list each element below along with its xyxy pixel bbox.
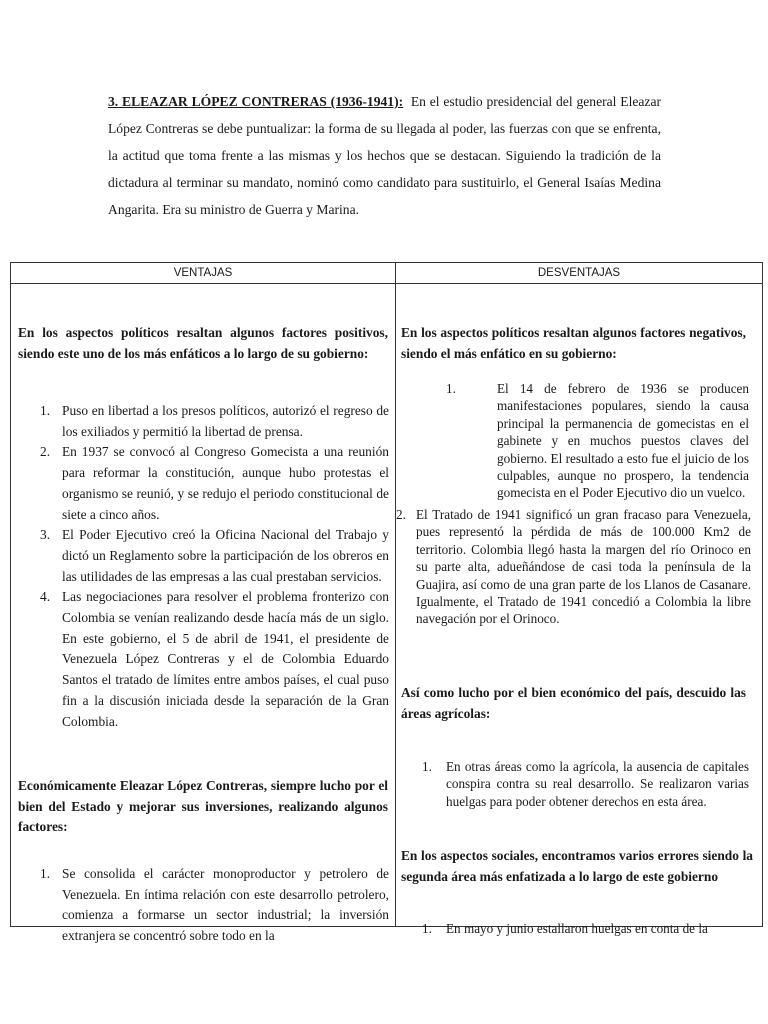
ventajas-list-politicos	[40, 401, 389, 732]
list-text: El 14 de febrero de 1936 se producen manifestaciones populares, siendo la causa principal la permanencia de gomecistas en el gabinete y en muchos puestos claves del gobierno. El resultado a esto fue el juicio de los culpables, aunque no prospero, la tendencia gomecista en el Poder Ejecutivo dio un vuelco.	[497, 381, 749, 501]
ventajas-cell	[11, 284, 396, 944]
list-number: 2.	[40, 444, 51, 460]
desventajas-heading-economicos: Así como lucho por el bien económico del país, descuido las áreas agrícolas:	[401, 685, 746, 721]
list-item	[40, 442, 389, 525]
list-item	[40, 401, 389, 442]
list-number: 1.	[40, 866, 51, 881]
list-text: En mayo y junio estallaron huelgas en conta de la	[446, 921, 708, 936]
ventajas-heading-politicos: En los aspectos políticos resaltan algunos factores positivos, siendo este uno de los más enfáticos a lo largo de su gobierno:	[18, 325, 388, 361]
comparison-table	[10, 262, 763, 944]
list-text: Se consolida el carácter monoproductor y petrolero de Venezuela. En íntima relación con este desarrollo petrolero, comienza a formarse un sector industrial; la inversión extranjera se concentró sobre todo en la	[62, 866, 389, 944]
list-item	[446, 380, 749, 502]
list-text: Las negociaciones para resolver el problema fronterizo con Colombia se venían realizando desde hacía más de un siglo. En este gobierno, el 5 de abril de 1941, el presidente de Venezuela López Contreras y el de Colombia Eduardo Santos el tratado de límites entre ambos países, el cual puso fin a la discusión iniciada desde la separación de la Gran Colombia.	[62, 589, 389, 729]
desventajas-cell	[396, 284, 763, 936]
desventajas-heading-politicos: En los aspectos políticos resaltan algunos factores negativos, siendo el más enfático en su gobierno:	[401, 325, 746, 361]
list-text: Puso en libertad a los presos políticos, autorizó el regreso de los exiliados y permitió la libertad de prensa.	[62, 403, 389, 439]
ventajas-heading-economicos: Económicamente Eleazar López Contreras, siempre lucho por el bien del Estado y mejorar sus inversiones, realizando algunos factores:	[18, 778, 388, 835]
list-item	[40, 587, 389, 732]
list-number: 1.	[422, 759, 432, 774]
list-text: En otras áreas como la agrícola, la ausencia de capitales conspira contra su real desarrollo. Se realizaron varias huelgas para poder obtener derechos en esta área.	[446, 759, 749, 809]
list-item	[422, 758, 749, 810]
desventajas-heading-sociales: En los aspectos sociales, encontramos varios errores siendo la segunda área más enfatizada a lo largo de este gobierno	[401, 848, 753, 884]
ventajas-header: VENTAJAS	[11, 263, 396, 284]
list-text: El Tratado de 1941 significó un gran fracaso para Venezuela, pues representó la pérdida de más de 100.000 Km2 de territorio. Colombia llegó hasta la margen del río Orinoco en su parte alta, adueñándose de casi toda la península de la Guajira, así como de una gran parte de los Llanos de Casanare. Igualmente, el Tratado de 1941 concedió a Colombia la libre navegación por el Orinoco.	[416, 507, 751, 627]
desventajas-header: DESVENTAJAS	[396, 263, 763, 284]
list-number: 3.	[40, 527, 51, 543]
list-item	[40, 525, 389, 587]
list-item	[396, 506, 751, 628]
list-text: El Poder Ejecutivo creó la Oficina Nacional del Trabajo y dictó un Reglamento sobre la participación de los obreros en las utilidades de las empresas a las cual prestaban servicios.	[62, 527, 389, 584]
intro-paragraph	[108, 88, 661, 223]
list-text: En 1937 se convocó al Congreso Gomecista a una reunión para reformar la constitución, aunque hubo protestas el organismo se reunió, y se redujo el periodo constitucional de siete a cinco años.	[62, 444, 389, 522]
ventajas-list-economicos	[40, 864, 389, 947]
list-number: 2.	[396, 507, 406, 522]
list-number: 1.	[422, 921, 432, 936]
list-item	[40, 864, 389, 947]
list-number: 1.	[446, 381, 456, 396]
intro-text: En el estudio presidencial del general Eleazar López Contreras se debe puntualizar: la forma de su llegada al poder, las fuerzas con que se enfrenta, la actitud que toma frente a las mismas y los hechos que se destacan. Siguiendo la tradición de la dictadura al terminar su mandato, nominó como candidato para sustituirlo, el General Isaías Medina Angarita. Era su ministro de Guerra y Marina.	[108, 94, 662, 217]
list-item	[422, 920, 749, 937]
list-number: 4.	[40, 589, 51, 605]
section-heading: 3. ELEAZAR LÓPEZ CONTRERAS (1936-1941):	[108, 94, 404, 109]
list-number: 1.	[40, 403, 51, 418]
